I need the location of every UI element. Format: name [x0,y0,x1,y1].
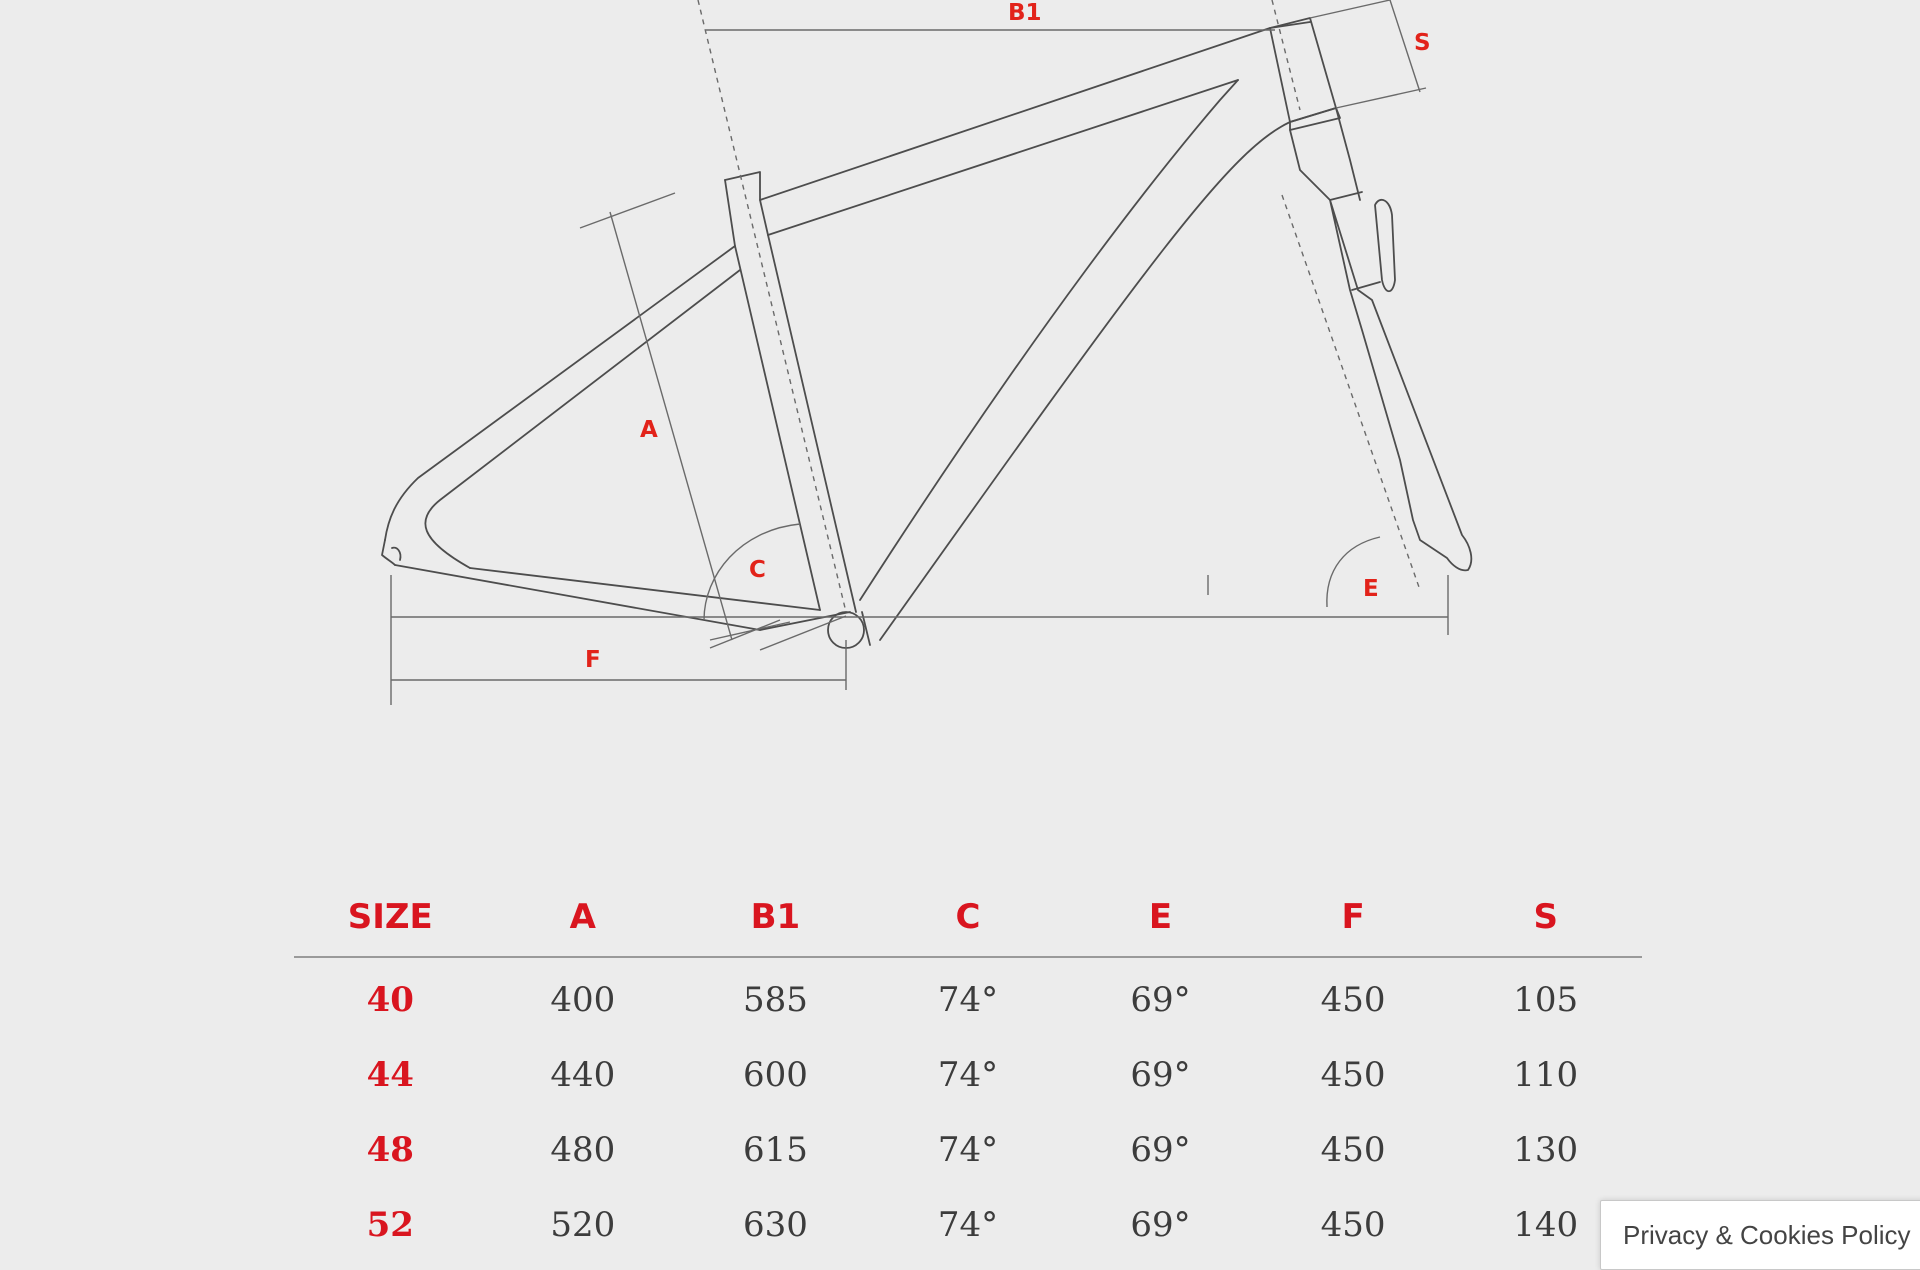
table-cell: 105 [1513,979,1579,1020]
label-b1: B1 [1008,0,1042,26]
table-cell: 110 [1513,1054,1579,1095]
geometry-table [294,878,1642,1262]
table-row [294,1037,1642,1112]
table-cell: 440 [550,1054,616,1095]
table-cell: 450 [1320,1129,1386,1170]
table-cell: 74° [937,1129,999,1170]
label-f: F [585,647,601,673]
table-cell: 600 [742,1054,808,1095]
table-cell: 520 [550,1204,616,1245]
table-cell: 480 [550,1129,616,1170]
table-header-row [294,878,1642,957]
table-cell: 69° [1130,1129,1191,1170]
frame-outline [382,18,1471,648]
size-cell: 40 [366,979,414,1020]
header-b1: B1 [679,878,872,957]
label-s: S [1414,30,1431,56]
table-cell: 130 [1513,1129,1579,1170]
header-size: SIZE [294,878,487,957]
table-cell: 69° [1130,1204,1191,1245]
table-cell: 74° [937,1054,999,1095]
table-cell: 74° [937,979,999,1020]
table-cell: 450 [1320,1054,1386,1095]
privacy-cookies-policy-label: Privacy & Cookies Policy [1623,1219,1911,1250]
size-cell: 44 [366,1054,414,1095]
size-cell: 48 [366,1129,414,1170]
dimension-lines [391,0,1448,705]
table-row [294,1187,1642,1262]
table-cell: 69° [1130,979,1191,1020]
table-cell: 74° [937,1204,999,1245]
header-c: C [872,878,1065,957]
privacy-cookies-policy-button[interactable] [1600,1200,1920,1270]
table-cell: 615 [742,1129,808,1170]
header-a: A [487,878,680,957]
table-cell: 450 [1320,979,1386,1020]
table-cell: 630 [742,1204,808,1245]
table-cell: 140 [1513,1204,1579,1245]
header-f: F [1257,878,1450,957]
header-s: S [1449,878,1642,957]
label-e: E [1363,576,1379,602]
table-row [294,1112,1642,1187]
label-a: A [640,417,658,443]
dimension-labels [585,0,1431,673]
table-cell: 450 [1320,1204,1386,1245]
table-cell: 400 [550,979,616,1020]
table-cell: 585 [742,979,808,1020]
header-e: E [1064,878,1257,957]
table-row [294,957,1642,1037]
table-cell: 69° [1130,1054,1191,1095]
label-c: C [749,557,766,583]
size-cell: 52 [366,1204,414,1245]
